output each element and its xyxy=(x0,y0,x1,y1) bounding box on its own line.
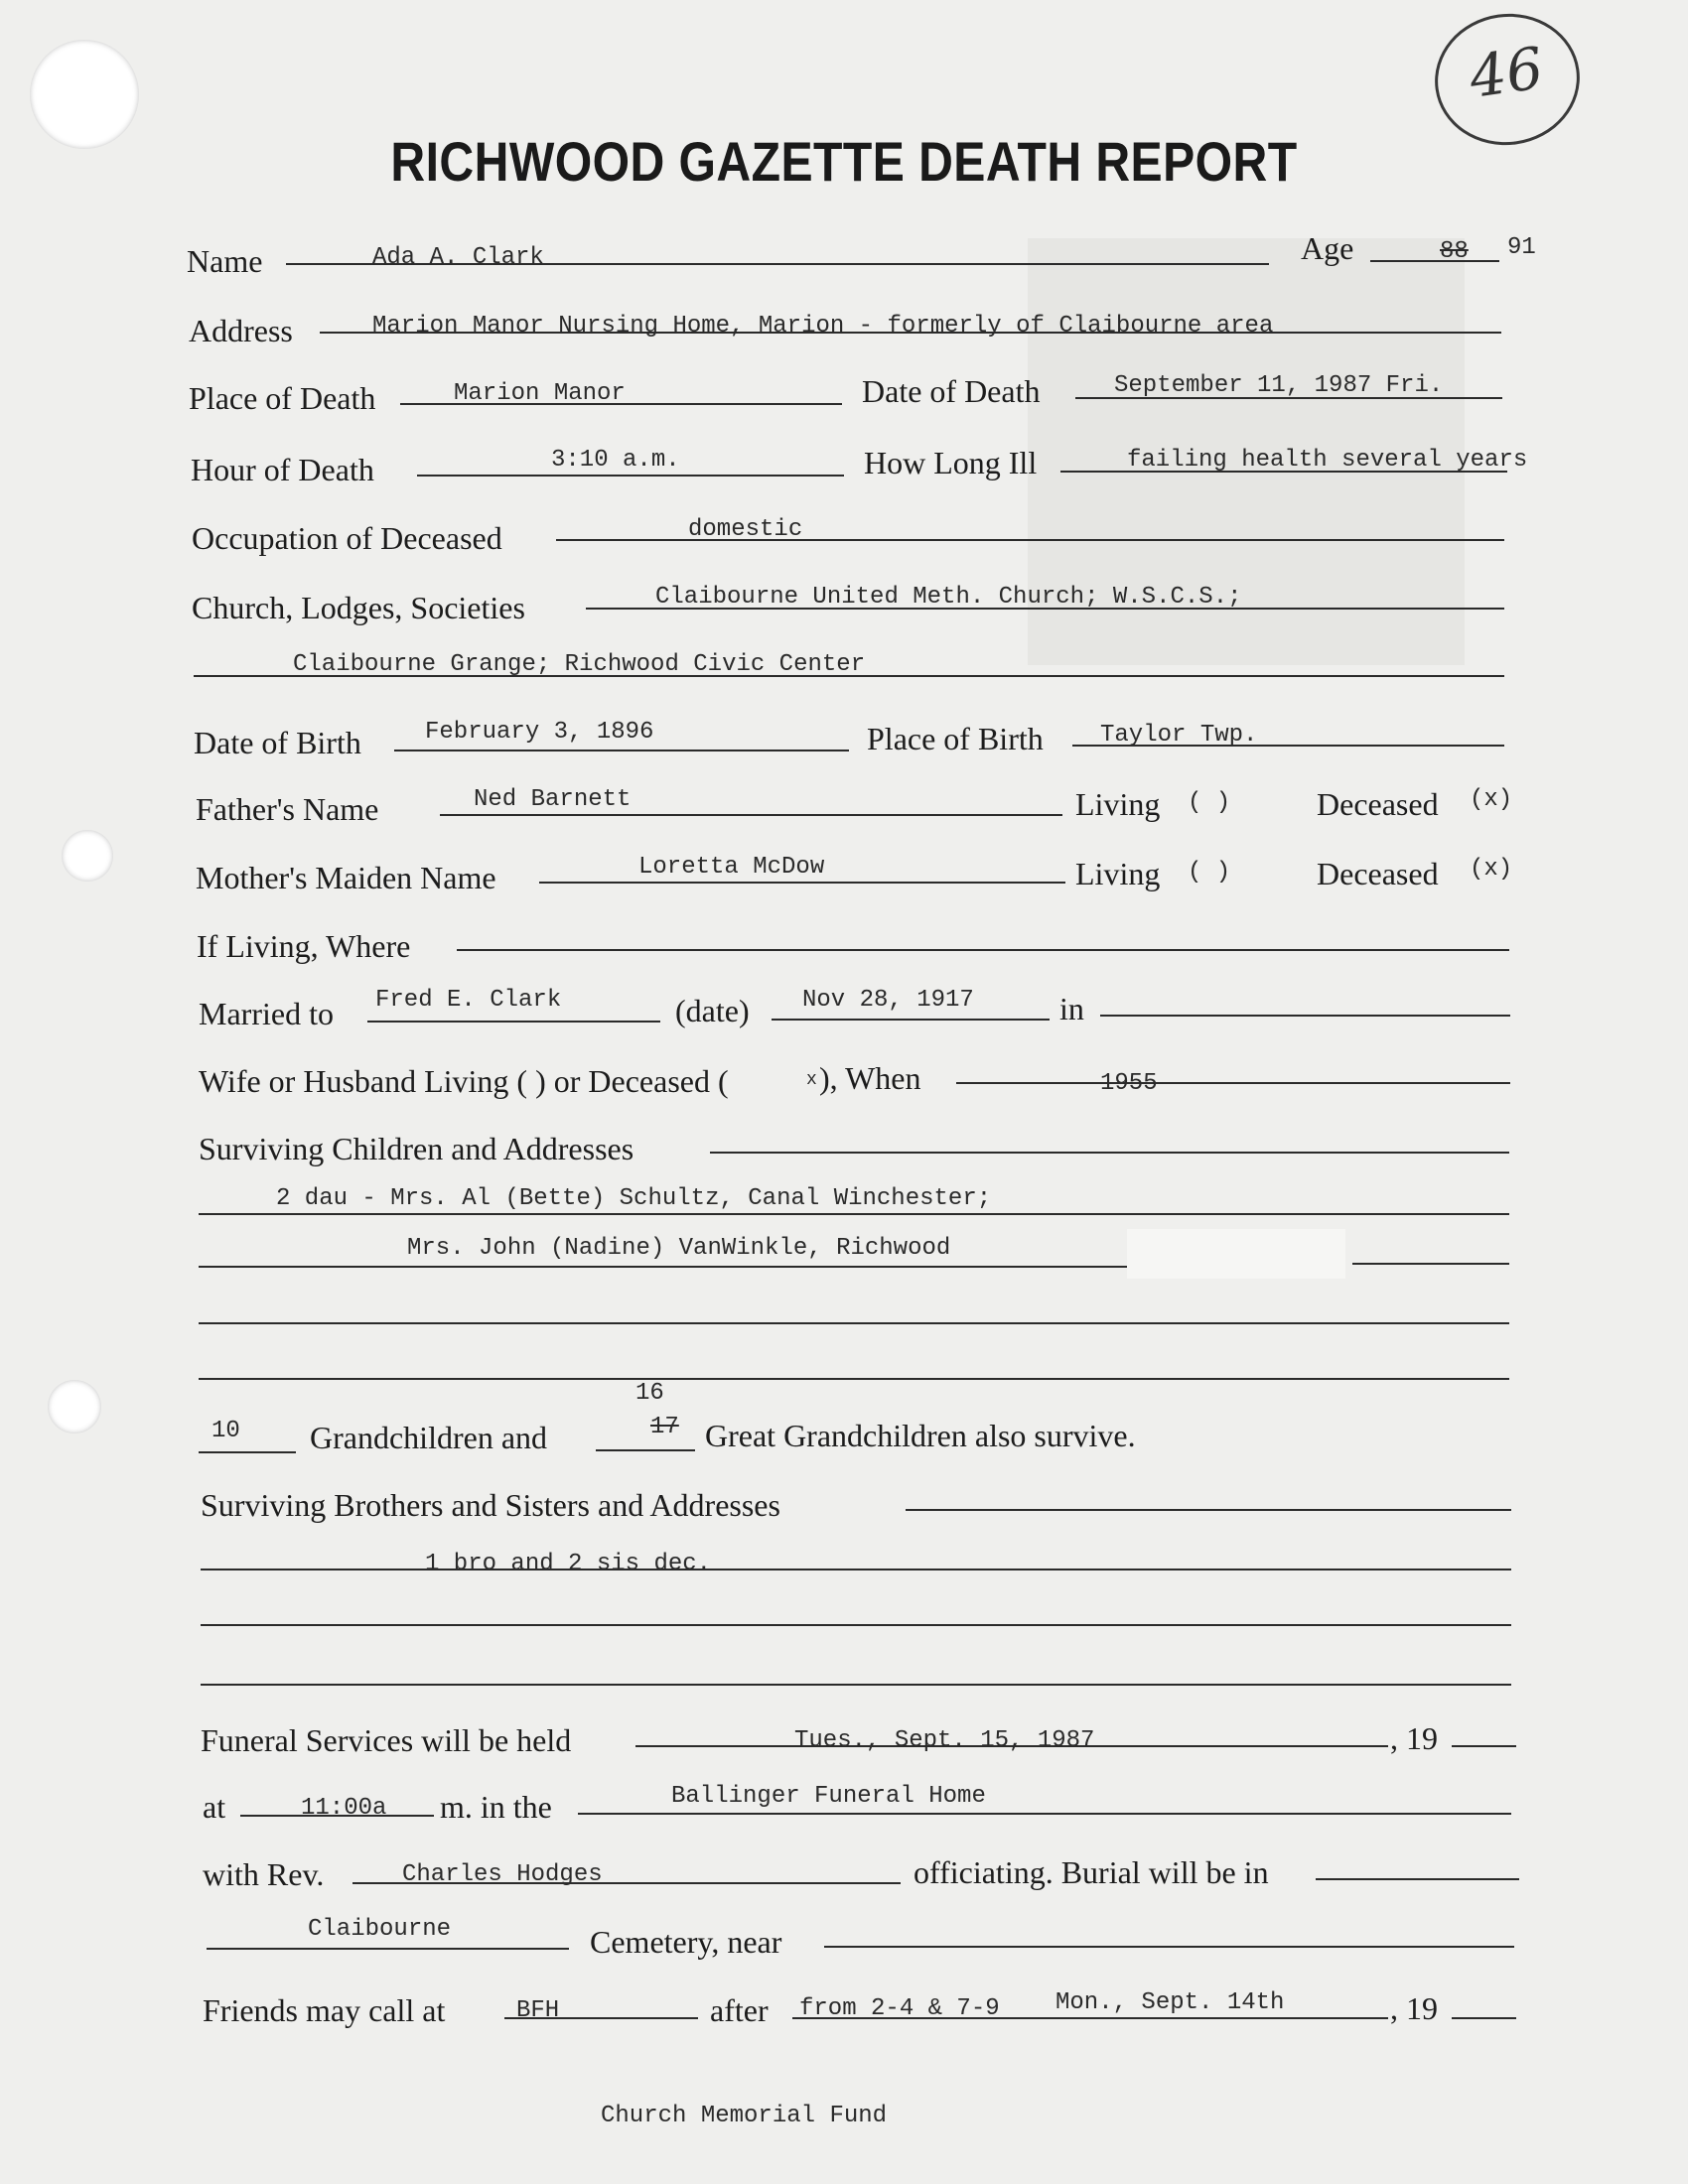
date-of-death-label: Date of Death xyxy=(862,373,1041,409)
page-title: RICHWOOD GAZETTE DEATH REPORT xyxy=(390,130,1298,193)
children-line-3 xyxy=(199,1322,1509,1324)
friends-day-value: Mon., Sept. 14th xyxy=(1055,1989,1285,2016)
occupation-value: domestic xyxy=(688,516,803,543)
funeral-date-value: Tues., Sept. 15, 1987 xyxy=(794,1727,1095,1754)
grandchildren-label: Grandchildren and xyxy=(310,1420,548,1455)
great-grandchildren-struck-value: 17 xyxy=(650,1414,679,1440)
handwritten-page-number: 46 xyxy=(1427,4,1589,154)
place-of-death-label: Place of Death xyxy=(189,380,376,416)
marriage-date-line xyxy=(772,1019,1050,1021)
children-line-2b xyxy=(1352,1263,1509,1265)
children-line-2 xyxy=(199,1266,1127,1268)
married-to-label: Married to xyxy=(199,996,334,1031)
surviving-children-line xyxy=(710,1152,1509,1154)
hour-of-death-label: Hour of Death xyxy=(191,452,374,487)
date-of-birth-value: February 3, 1896 xyxy=(425,719,654,746)
married-to-value: Fred E. Clark xyxy=(375,987,562,1014)
spouse-when-label: ), When xyxy=(819,1060,921,1096)
funeral-m-in-the-label: m. in the xyxy=(440,1789,552,1825)
surviving-children-label: Surviving Children and Addresses xyxy=(199,1131,634,1166)
age-struck-value: 88 xyxy=(1440,238,1469,265)
cemetery-near-line xyxy=(824,1946,1514,1948)
cemetery-value: Claibourne xyxy=(308,1916,452,1943)
great-grandchildren-value: 16 xyxy=(635,1380,664,1407)
date-of-birth-label: Date of Birth xyxy=(194,725,361,760)
marriage-date-value: Nov 28, 1917 xyxy=(802,987,974,1014)
mothers-name-value: Loretta McDow xyxy=(638,854,825,881)
date-of-birth-line xyxy=(394,750,849,751)
siblings-line-3 xyxy=(201,1684,1511,1686)
with-rev-label: with Rev. xyxy=(203,1856,325,1892)
how-long-ill-label: How Long Ill xyxy=(864,445,1038,480)
children-line-4 xyxy=(199,1378,1509,1380)
place-of-death-value: Marion Manor xyxy=(454,380,626,407)
siblings-line xyxy=(906,1509,1511,1511)
if-living-where-label: If Living, Where xyxy=(197,928,411,964)
punch-hole xyxy=(48,1380,101,1433)
friends-year-line xyxy=(1452,2017,1516,2019)
age-line xyxy=(1370,260,1499,262)
friends-after-label: after xyxy=(710,1992,769,2028)
friends-after-value: from 2-4 & 7-9 xyxy=(799,1995,1000,2022)
children-value-1: 2 dau - Mrs. Al (Bette) Schultz, Canal Winchester; xyxy=(276,1185,992,1212)
father-living-mark: ( ) xyxy=(1188,789,1231,816)
siblings-label: Surviving Brothers and Sisters and Addresses xyxy=(201,1487,780,1523)
funeral-time-value: 11:00a xyxy=(301,1795,387,1822)
age-value: 91 xyxy=(1507,234,1536,261)
friends-year-label: , 19 xyxy=(1390,1990,1438,2026)
burial-line xyxy=(1316,1878,1519,1880)
funeral-at-label: at xyxy=(203,1789,226,1825)
fathers-name-line xyxy=(440,814,1062,816)
church-value-1: Claibourne United Meth. Church; W.S.C.S.; xyxy=(655,584,1242,611)
church-value-2: Claibourne Grange; Richwood Civic Center xyxy=(293,651,866,678)
if-living-where-line xyxy=(457,949,1509,951)
name-value: Ada A. Clark xyxy=(372,244,544,271)
married-in-line xyxy=(1100,1015,1510,1017)
children-value-2: Mrs. John (Nadine) VanWinkle, Richwood xyxy=(407,1235,951,1262)
place-of-birth-value: Taylor Twp. xyxy=(1100,722,1258,749)
age-label: Age xyxy=(1301,230,1354,266)
mothers-name-label: Mother's Maiden Name xyxy=(196,860,496,895)
funeral-place-line xyxy=(578,1813,1511,1815)
funeral-year-label: , 19 xyxy=(1390,1720,1438,1756)
siblings-line-2 xyxy=(201,1624,1511,1626)
siblings-value: 1 bro and 2 sis dec. xyxy=(425,1551,712,1577)
great-grandchildren-line xyxy=(596,1449,695,1451)
mothers-name-line xyxy=(539,882,1065,884)
grandchildren-value: 10 xyxy=(211,1418,240,1444)
father-deceased-mark: (x) xyxy=(1470,786,1513,813)
cemetery-line xyxy=(207,1948,569,1950)
place-of-birth-label: Place of Birth xyxy=(867,721,1044,756)
mother-deceased-label: Deceased xyxy=(1317,856,1439,891)
spouse-when-line xyxy=(956,1082,1510,1084)
married-to-line xyxy=(367,1021,660,1023)
mother-living-label: Living xyxy=(1075,856,1161,891)
mother-living-mark: ( ) xyxy=(1188,859,1231,886)
officiating-label: officiating. Burial will be in xyxy=(914,1854,1269,1890)
church-label: Church, Lodges, Societies xyxy=(192,590,525,625)
funeral-label: Funeral Services will be held xyxy=(201,1722,572,1758)
great-grandchildren-label: Great Grandchildren also survive. xyxy=(705,1418,1136,1453)
cemetery-near-label: Cemetery, near xyxy=(590,1924,782,1960)
grandchildren-line xyxy=(199,1451,296,1453)
spouse-when-value: 1955 xyxy=(1100,1070,1158,1097)
how-long-ill-value: failing health several years xyxy=(1127,447,1528,474)
footer-note: Church Memorial Fund xyxy=(601,2103,888,2129)
funeral-place-value: Ballinger Funeral Home xyxy=(671,1783,986,1810)
name-label: Name xyxy=(187,243,263,279)
spouse-status-label: Wife or Husband Living ( ) or Deceased ( xyxy=(199,1063,729,1099)
marriage-date-label: (date) xyxy=(675,993,750,1028)
siblings-line-1 xyxy=(201,1569,1511,1570)
fathers-name-value: Ned Barnett xyxy=(474,786,632,813)
spouse-deceased-mark: x xyxy=(806,1070,817,1090)
address-label: Address xyxy=(189,313,293,348)
correction-patch xyxy=(1127,1229,1345,1279)
friends-call-value: BFH xyxy=(516,1997,560,2024)
address-value: Marion Manor Nursing Home, Marion - formerly of Claibourne area xyxy=(372,313,1274,340)
hour-of-death-line xyxy=(417,475,844,477)
friends-call-label: Friends may call at xyxy=(203,1992,446,2028)
married-in-label: in xyxy=(1059,991,1084,1026)
father-deceased-label: Deceased xyxy=(1317,786,1439,822)
punch-hole xyxy=(62,830,113,882)
mother-deceased-mark: (x) xyxy=(1470,856,1513,883)
hour-of-death-value: 3:10 a.m. xyxy=(551,447,680,474)
funeral-year-line xyxy=(1452,1745,1516,1747)
children-line-1 xyxy=(199,1213,1509,1215)
father-living-label: Living xyxy=(1075,786,1161,822)
occupation-label: Occupation of Deceased xyxy=(192,520,502,556)
rev-value: Charles Hodges xyxy=(402,1861,603,1888)
date-of-death-value: September 11, 1987 Fri. xyxy=(1114,372,1444,399)
fathers-name-label: Father's Name xyxy=(196,791,379,827)
